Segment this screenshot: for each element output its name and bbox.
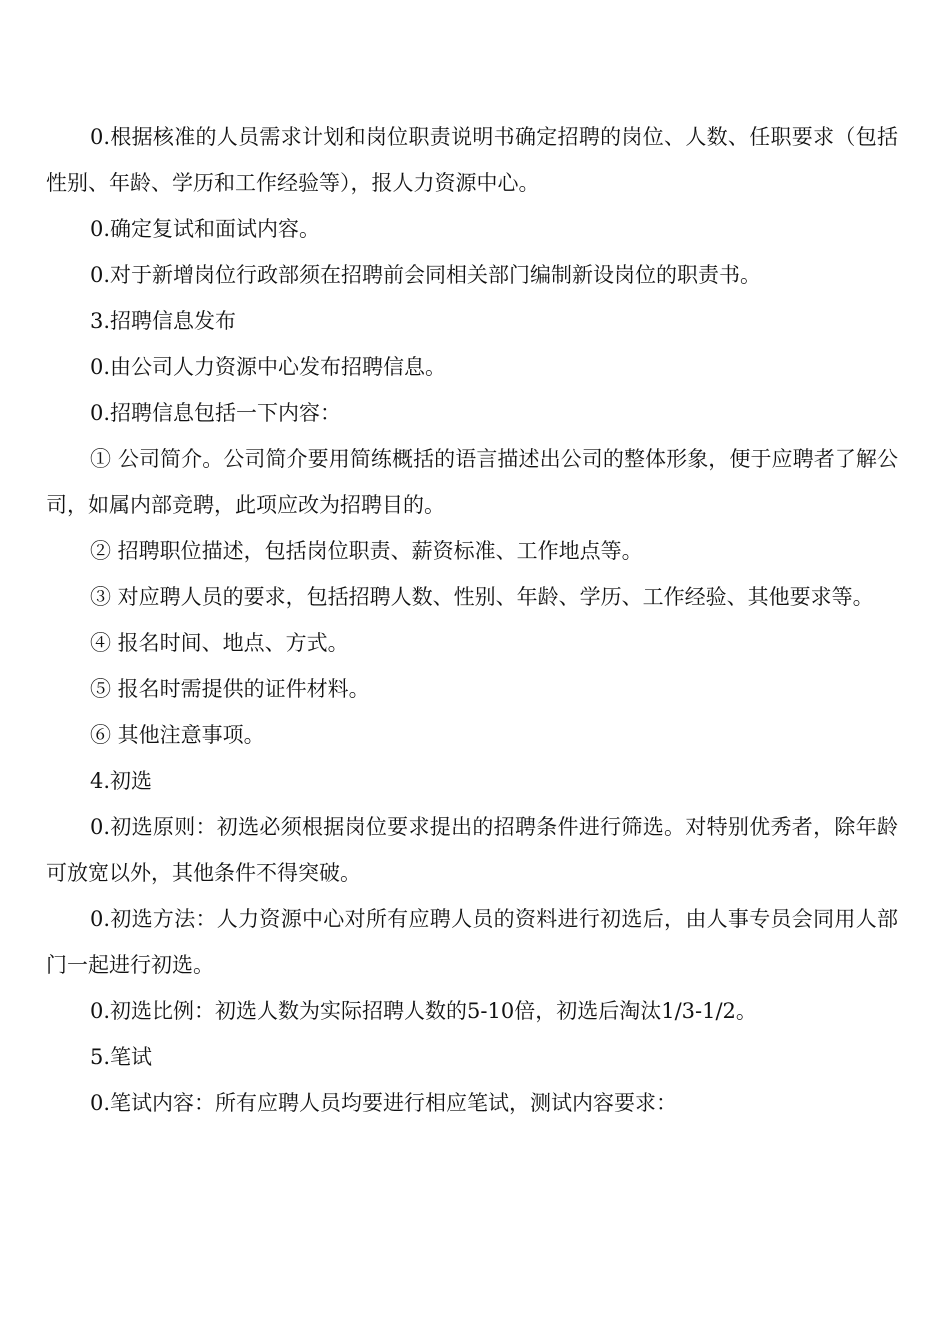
paragraph-new-position: 0.对于新增岗位行政部须在招聘前会同相关部门编制新设岗位的职责书。 (90, 263, 762, 287)
document-body (46, 114, 898, 1126)
list-item-company-intro: ① 公司简介。公司简介要用简练概括的语言描述出公司的整体形象，便于应聘者了解公司，如属内部竞聘，此项应改为招聘目的。 (46, 447, 898, 517)
paragraph-publish-info: 0.由公司人力资源中心发布招聘信息。 (90, 355, 447, 379)
paragraph-preliminary-ratio: 0.初选比例：初选人数为实际招聘人数的5-10倍，初选后淘汰1/3-1/2。 (90, 999, 757, 1023)
list-item-documents: ⑤ 报名时需提供的证件材料。 (90, 677, 370, 701)
paragraph-info-contents: 0.招聘信息包括一下内容： (90, 401, 342, 425)
paragraph-interview-content: 0.确定复试和面试内容。 (90, 217, 321, 241)
list-item-registration-time: ④ 报名时间、地点、方式。 (90, 631, 349, 655)
section-heading-recruitment-info: 3.招聘信息发布 (90, 309, 237, 333)
section-heading-written-test: 5.笔试 (90, 1045, 153, 1069)
list-item-position-description: ② 招聘职位描述，包括岗位职责、薪资标准、工作地点等。 (90, 539, 643, 563)
paragraph-requirements: 0.根据核准的人员需求计划和岗位职责说明书确定招聘的岗位、人数、任职要求（包括性别、年龄、学历和工作经验等），报人力资源中心。 (46, 125, 898, 195)
list-item-other-notes: ⑥ 其他注意事项。 (90, 723, 265, 747)
paragraph-preliminary-method: 0.初选方法：人力资源中心对所有应聘人员的资料进行初选后，由人事专员会同用人部门一起进行初选。 (46, 907, 898, 977)
paragraph-written-test-content: 0.笔试内容：所有应聘人员均要进行相应笔试，测试内容要求： (90, 1091, 678, 1115)
section-heading-preliminary: 4.初选 (90, 769, 153, 793)
paragraph-preliminary-principle: 0.初选原则：初选必须根据岗位要求提出的招聘条件进行筛选。对特别优秀者，除年龄可放宽以外，其他条件不得突破。 (46, 815, 898, 885)
list-item-applicant-requirements: ③ 对应聘人员的要求，包括招聘人数、性别、年龄、学历、工作经验、其他要求等。 (90, 585, 874, 609)
